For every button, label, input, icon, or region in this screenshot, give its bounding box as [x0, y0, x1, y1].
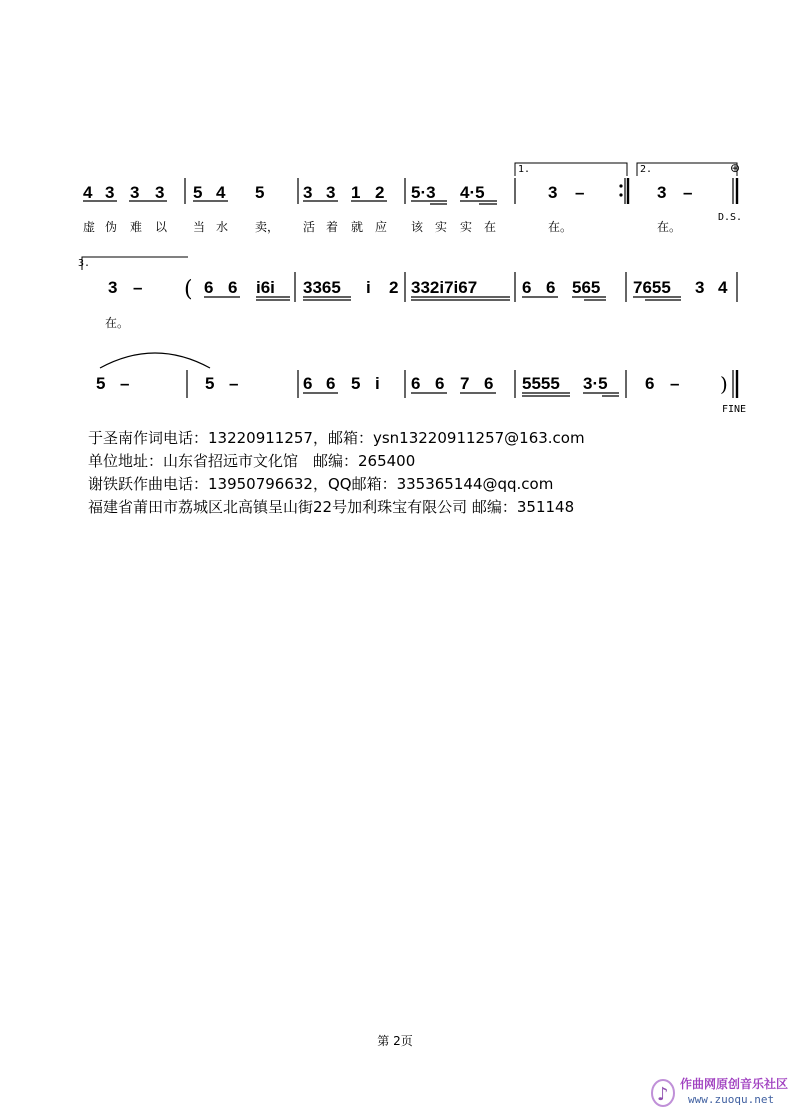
lyric: 当: [193, 220, 206, 234]
note: i6i: [256, 278, 275, 297]
note: 3: [548, 183, 558, 202]
lyric: 难: [130, 220, 143, 234]
note: 332i7i67: [411, 278, 478, 297]
note: 4·5: [460, 183, 485, 202]
lyric: 在。: [657, 220, 682, 234]
note: 3: [657, 183, 667, 202]
composer-line: 谢铁跃作曲电话：13950796632，QQ邮箱：335365144@qq.com: [88, 475, 554, 493]
score-line-2: [78, 257, 737, 330]
lyric: 水: [216, 220, 229, 234]
note: 4: [718, 278, 728, 297]
lyric: 伪: [105, 220, 118, 234]
volta-label: 2.: [640, 164, 653, 175]
note: –: [683, 183, 693, 202]
note: 3: [108, 278, 118, 297]
note: 5: [205, 374, 215, 393]
lyric: 该: [411, 220, 424, 234]
page-number: 第 2页: [377, 1034, 413, 1048]
note: 2: [375, 183, 385, 202]
note: i: [375, 374, 380, 393]
repeat-dot: [619, 184, 622, 187]
contact-info: [88, 427, 768, 519]
site-watermark: [648, 1073, 789, 1111]
note: 7655: [633, 278, 671, 297]
note: 6: [303, 374, 313, 393]
volta-bracket: [82, 257, 188, 270]
close-parenthesis: ): [720, 372, 728, 396]
fine-mark: FINE: [722, 404, 747, 415]
watermark-url: www.zuoqu.net: [688, 1093, 775, 1106]
lyric: 在。: [105, 316, 130, 330]
note: 6: [645, 374, 655, 393]
note: 6: [522, 278, 532, 297]
note: 3: [130, 183, 140, 202]
note: 2: [389, 278, 399, 297]
note: 3: [303, 183, 313, 202]
note: 3: [155, 183, 165, 202]
note: 6: [484, 374, 494, 393]
note: 7: [460, 374, 470, 393]
note: 3·5: [583, 374, 608, 393]
repeat-dot: [619, 193, 622, 196]
lyric: 活: [303, 220, 316, 234]
svg-text:♪: ♪: [657, 1084, 669, 1105]
lyricist-line: 于圣南作词电话：13220911257，邮箱：ysn13220911257@163.com: [88, 429, 585, 447]
tie-slur: [100, 353, 210, 368]
lyric: 应: [375, 220, 388, 234]
note: 5: [351, 374, 361, 393]
composer-address-line: 福建省莆田市荔城区北高镇呈山街22号加利珠宝有限公司 邮编：351148: [88, 498, 575, 516]
note: 6: [204, 278, 214, 297]
note: 4: [216, 183, 226, 202]
note: 4: [83, 183, 93, 202]
volta-label: 3.: [78, 258, 91, 269]
lyric: 着: [326, 220, 339, 234]
score-line-3: [96, 353, 746, 415]
note: 565: [572, 278, 601, 297]
lyric: 实: [435, 220, 448, 234]
note: 5: [193, 183, 203, 202]
segno-sign: ⊕: [730, 161, 741, 175]
note: –: [120, 374, 130, 393]
watermark-site-name: 作曲网原创音乐社区: [680, 1077, 789, 1091]
open-parenthesis: (: [184, 277, 193, 302]
note: 6: [546, 278, 556, 297]
note: i: [366, 278, 371, 297]
lyric: 实: [460, 220, 473, 234]
note: 6: [435, 374, 445, 393]
treble-clef-logo-icon: [648, 1073, 678, 1109]
note: –: [229, 374, 239, 393]
lyric: 在: [484, 220, 497, 234]
note: –: [670, 374, 680, 393]
volta-bracket: [515, 163, 627, 176]
note: 3365: [303, 278, 341, 297]
note: –: [133, 278, 143, 297]
note: 5·3: [411, 183, 436, 202]
note: –: [575, 183, 585, 202]
note: 5: [96, 374, 106, 393]
lyric: 以: [155, 220, 168, 234]
note: 3: [695, 278, 705, 297]
note: 3: [105, 183, 115, 202]
score-line-1: [83, 161, 742, 234]
note: 6: [411, 374, 421, 393]
lyricist-unit-line: 单位地址：山东省招远市文化馆 邮编：265400: [88, 452, 416, 470]
note: 3: [326, 183, 336, 202]
note: 5555: [522, 374, 560, 393]
ds-mark: D.S.: [718, 212, 743, 223]
lyric: 在。: [548, 220, 573, 234]
volta-label: 1.: [518, 164, 531, 175]
note: 6: [228, 278, 238, 297]
lyric: 卖，: [255, 220, 280, 234]
lyric: 虚: [83, 220, 96, 234]
note: 6: [326, 374, 336, 393]
lyric: 就: [351, 220, 364, 234]
note: 5: [255, 183, 265, 202]
note: 1: [351, 183, 361, 202]
